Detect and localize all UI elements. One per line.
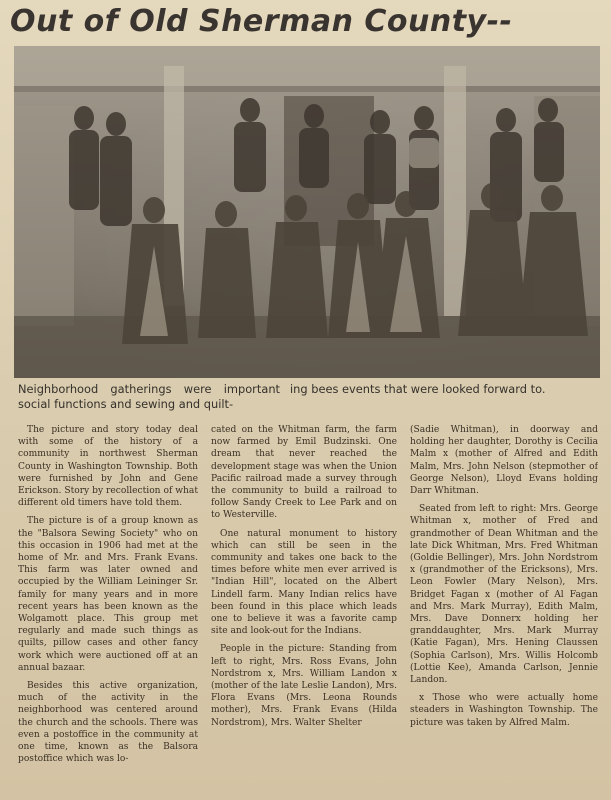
photo-caption: [18, 382, 600, 418]
paragraph: (Sadie Whitman), in doorway and holding her daughter, Dorothy is Cecilia Malm x (mother of Alfred and Edith Malm, Mrs. John Nelson (stepmother of George Nelson), Lloyd Evans holding Darr Whitman.: [410, 425, 598, 497]
group-photograph: [14, 46, 600, 378]
article-body: [18, 424, 600, 796]
paragraph: Besides this active organization, much of the activity in the neighborhood was centered around the church and the schools. There was even a postoffice in the community at one time, known as the Balsora postoffice which was lo-: [18, 681, 198, 765]
caption-part-1: Neighborhood gatherings were important social functions and sewing and quilt-: [18, 382, 280, 411]
paragraph: The picture is of a group known as the "Balsora Sewing Society" who on this occasion in 1906 had met at the home of Mr. and Mrs. Frank Evans. This farm was later owned and occupied by the William Leininger Sr. family for many years and in more recent years has been known as the Wolgamott place. This group met regularly and made such things as quilts, pillow cases and other fancy work which were auctioned off at an annual bazaar.: [18, 516, 198, 673]
paragraph: One natural monument to history which can still be seen in the community and takes one back to the times before white men ever arrived is "Indian Hill", located on the Albert Lindell farm. Many Indian relics have been found in this place which leads one to believe it was a favorite camp site and look-out for the Indians.: [211, 528, 397, 637]
caption-part-2: ing bees events that were looked forward to.: [290, 382, 546, 396]
paragraph: x Those who were actually home steaders in Washington Township. The picture was taken by Alfred Malm.: [410, 693, 598, 728]
article-column-1: [18, 424, 198, 796]
paragraph: People in the picture: Standing from left to right, Mrs. Ross Evans, John Nordstrom x, Mrs. William Landon x (mother of the late Leslie Landon), Mrs. Flora Evans (Mrs. Leona Rounds mother), Mrs. Frank Evans (Hilda Nordstrom), Mrs. Walter Shelter: [211, 644, 397, 728]
paragraph: The picture and story today deal with some of the history of a community in northwest Sherman County in Washington Township. Both were furnished by John and Gene Erickson. Story by recollection of what different old timers have told them.: [18, 425, 198, 509]
photo-illustration: [14, 46, 600, 378]
headline: Out of Old Sherman County--: [10, 4, 513, 39]
article-column-3: [410, 424, 598, 796]
paragraph: cated on the Whitman farm, the farm now farmed by Emil Budzinski. One dream that never reached the development stage was when the Union Pacific railroad made a survey through the community to build a railroad to follow Sandy Creek to Lee Park and on to Westerville.: [211, 425, 397, 521]
article-column-2: [211, 424, 397, 796]
paragraph: Seated from left to right: Mrs. George Whitman x, mother of Fred and grandmother of Dean Whitman and the late Dick Whitman, Mrs. Fred Whitman (Goldie Bellinger), Mrs. John Nordstrom x (grandmother of the Ericksons), Mrs. Leon Fowler (Mary Nelson), Mrs. Bridget Fagan x (mother of Al Fagan and Mrs. Mark Murray), Edith Malm, Mrs. Dave Donnerx holding her granddaughter, Mrs. Mark Murray (Katie Fagan), Mrs. Hening Claussen (Sophia Carlson), Mrs. Willis Holcomb (Lottie Kee), Amanda Carlson, Jennie Landon.: [410, 504, 598, 686]
